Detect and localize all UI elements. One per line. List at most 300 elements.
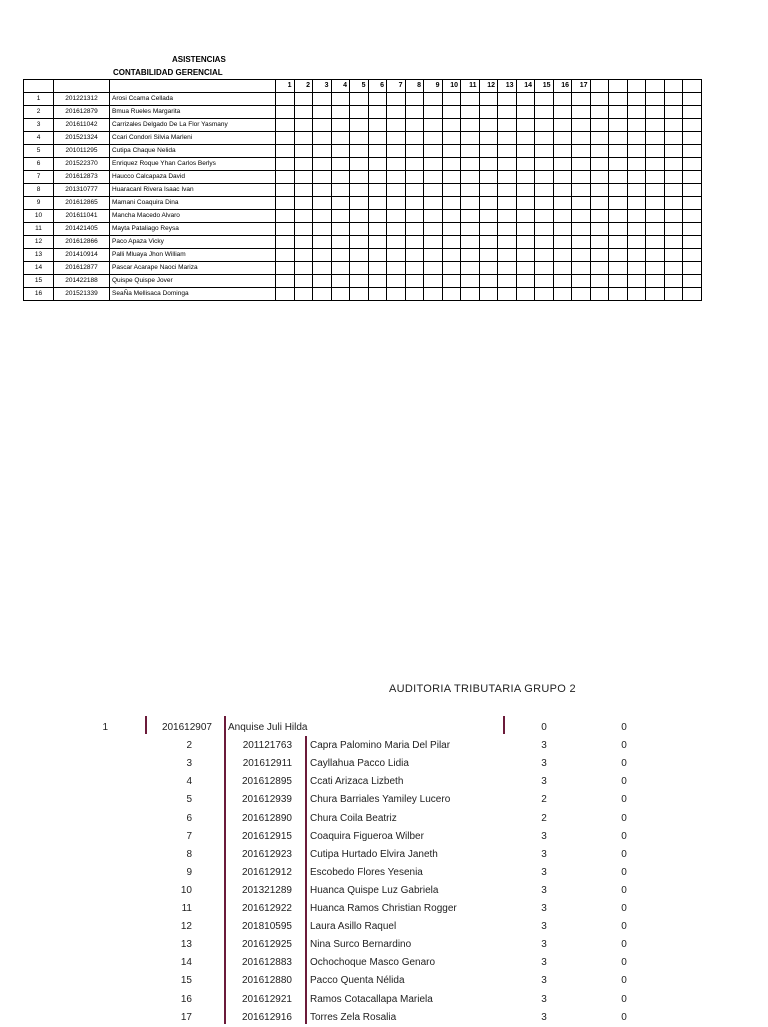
list-item bbox=[0, 755, 768, 773]
attendance-cell bbox=[331, 236, 350, 249]
attendance-cell bbox=[590, 106, 609, 119]
table-row bbox=[24, 210, 702, 223]
attendance-cell bbox=[294, 158, 313, 171]
attendance-cell bbox=[516, 275, 535, 288]
attendance-cell bbox=[572, 262, 591, 275]
attendance-cell bbox=[405, 197, 424, 210]
attendance-cell bbox=[664, 106, 683, 119]
attendance-cell bbox=[313, 197, 332, 210]
attendance-cell bbox=[553, 197, 572, 210]
row-number: 4 bbox=[24, 132, 54, 145]
attendance-cell bbox=[498, 275, 517, 288]
student-name: Huaracanl Rivera Isaac Ivan bbox=[110, 184, 276, 197]
attendance-cell bbox=[646, 119, 665, 132]
attendance-title: ASISTENCIAS bbox=[172, 55, 226, 64]
attendance-cell bbox=[590, 132, 609, 145]
session-header: 4 bbox=[331, 80, 350, 93]
attendance-cell bbox=[313, 184, 332, 197]
attendance-cell bbox=[572, 288, 591, 301]
session-header: 1 bbox=[276, 80, 295, 93]
attendance-cell bbox=[479, 249, 498, 262]
attendance-cell bbox=[405, 158, 424, 171]
attendance-cell bbox=[646, 106, 665, 119]
student-name: Pacco Quenta Nélida bbox=[310, 975, 405, 987]
attendance-cell bbox=[664, 184, 683, 197]
attendance-cell bbox=[313, 158, 332, 171]
row-number: 11 bbox=[181, 903, 192, 914]
student-code: 201612866 bbox=[54, 236, 110, 249]
student-name: Paco Apaza Vicky bbox=[110, 236, 276, 249]
attendance-cell bbox=[479, 145, 498, 158]
attendance-cell bbox=[664, 262, 683, 275]
attendance-cell bbox=[461, 223, 480, 236]
row-number: 9 bbox=[24, 197, 54, 210]
score-1: 3 bbox=[541, 776, 547, 788]
score-2: 0 bbox=[621, 794, 627, 806]
attendance-cell bbox=[276, 249, 295, 262]
attendance-cell bbox=[572, 106, 591, 119]
student-code: 201612912 bbox=[241, 866, 292, 878]
student-code: 201810595 bbox=[241, 921, 292, 933]
row-number: 4 bbox=[186, 776, 192, 788]
score-1: 2 bbox=[541, 794, 547, 806]
attendance-cell bbox=[553, 210, 572, 223]
attendance-cell bbox=[461, 119, 480, 132]
student-code: 201221312 bbox=[54, 93, 110, 106]
header-cell bbox=[590, 80, 609, 93]
table-row bbox=[24, 132, 702, 145]
attendance-cell bbox=[350, 223, 369, 236]
session-header: 10 bbox=[442, 80, 461, 93]
attendance-cell bbox=[461, 197, 480, 210]
student-code: 201612879 bbox=[54, 106, 110, 119]
session-header: 2 bbox=[294, 80, 313, 93]
row-number: 15 bbox=[180, 975, 192, 987]
attendance-cell bbox=[461, 249, 480, 262]
attendance-cell bbox=[387, 223, 406, 236]
student-code: 201612880 bbox=[241, 975, 292, 987]
attendance-cell bbox=[572, 236, 591, 249]
session-header: 13 bbox=[498, 80, 517, 93]
attendance-cell bbox=[294, 249, 313, 262]
attendance-cell bbox=[442, 119, 461, 132]
column-divider bbox=[145, 716, 147, 734]
student-name: Anquise Juli Hilda bbox=[228, 722, 308, 733]
attendance-cell bbox=[405, 275, 424, 288]
attendance-cell bbox=[442, 223, 461, 236]
attendance-cell bbox=[572, 93, 591, 106]
attendance-cell bbox=[405, 210, 424, 223]
attendance-cell bbox=[350, 119, 369, 132]
student-code: 201611041 bbox=[54, 210, 110, 223]
attendance-cell bbox=[664, 249, 683, 262]
attendance-cell bbox=[313, 223, 332, 236]
attendance-cell bbox=[442, 249, 461, 262]
attendance-cell bbox=[646, 288, 665, 301]
attendance-cell bbox=[646, 158, 665, 171]
attendance-cell bbox=[350, 197, 369, 210]
student-code: 201011295 bbox=[54, 145, 110, 158]
attendance-cell bbox=[664, 236, 683, 249]
score-2: 0 bbox=[621, 848, 627, 860]
attendance-cell bbox=[479, 288, 498, 301]
attendance-cell bbox=[498, 145, 517, 158]
table-header-row bbox=[24, 80, 702, 93]
attendance-cell bbox=[535, 236, 554, 249]
student-name: Huanca Ramos Christian Rogger bbox=[310, 903, 457, 914]
list-item bbox=[0, 773, 768, 791]
table-row bbox=[24, 106, 702, 119]
attendance-cell bbox=[331, 184, 350, 197]
student-name: Coaquira Figueroa Wilber bbox=[310, 830, 424, 842]
table-row bbox=[24, 197, 702, 210]
attendance-cell bbox=[664, 223, 683, 236]
attendance-cell bbox=[461, 93, 480, 106]
attendance-cell bbox=[609, 132, 628, 145]
score-1: 2 bbox=[541, 812, 547, 824]
attendance-cell bbox=[276, 288, 295, 301]
attendance-cell bbox=[331, 158, 350, 171]
list-item bbox=[0, 918, 768, 936]
attendance-cell bbox=[313, 171, 332, 184]
student-name: Cutipa Chaque Nelida bbox=[110, 145, 276, 158]
student-name: SeaÑa Mellisaca Dominga bbox=[110, 288, 276, 301]
header-cell bbox=[54, 80, 110, 93]
column-divider bbox=[305, 736, 307, 1024]
student-name: Chura Coila Beatriz bbox=[310, 812, 397, 824]
attendance-cell bbox=[498, 210, 517, 223]
attendance-cell bbox=[461, 145, 480, 158]
attendance-cell bbox=[331, 132, 350, 145]
attendance-cell bbox=[350, 171, 369, 184]
attendance-cell bbox=[405, 249, 424, 262]
score-1: 3 bbox=[541, 1011, 547, 1023]
attendance-cell bbox=[590, 158, 609, 171]
attendance-cell bbox=[313, 249, 332, 262]
student-name: Cutipa Hurtado Elvira Janeth bbox=[310, 848, 438, 860]
attendance-cell bbox=[646, 249, 665, 262]
attendance-cell bbox=[535, 262, 554, 275]
score-1: 3 bbox=[541, 993, 547, 1005]
attendance-cell bbox=[276, 236, 295, 249]
attendance-cell bbox=[424, 145, 443, 158]
attendance-cell bbox=[350, 262, 369, 275]
attendance-cell bbox=[461, 184, 480, 197]
attendance-cell bbox=[516, 184, 535, 197]
attendance-cell bbox=[535, 106, 554, 119]
score-2: 0 bbox=[621, 1011, 627, 1023]
attendance-cell bbox=[387, 106, 406, 119]
student-name: Capra Palomino Maria Del Pilar bbox=[310, 740, 451, 752]
row-number: 12 bbox=[180, 921, 192, 933]
attendance-cell bbox=[627, 106, 646, 119]
attendance-cell bbox=[350, 106, 369, 119]
table-row bbox=[24, 262, 702, 275]
attendance-cell bbox=[313, 145, 332, 158]
attendance-cell bbox=[683, 119, 702, 132]
score-1: 3 bbox=[541, 848, 547, 860]
attendance-cell bbox=[387, 275, 406, 288]
attendance-cell bbox=[683, 223, 702, 236]
attendance-cell bbox=[313, 288, 332, 301]
session-header: 5 bbox=[350, 80, 369, 93]
attendance-cell bbox=[276, 119, 295, 132]
attendance-cell bbox=[627, 119, 646, 132]
attendance-cell bbox=[276, 262, 295, 275]
attendance-cell bbox=[368, 119, 387, 132]
attendance-cell bbox=[350, 249, 369, 262]
score-2: 0 bbox=[621, 957, 627, 969]
column-divider bbox=[224, 716, 226, 1024]
attendance-cell bbox=[294, 145, 313, 158]
session-header: 17 bbox=[572, 80, 591, 93]
attendance-cell bbox=[553, 184, 572, 197]
attendance-cell bbox=[664, 210, 683, 223]
attendance-cell bbox=[516, 145, 535, 158]
student-code: 201612916 bbox=[241, 1011, 292, 1023]
student-name: Laura Asillo Raquel bbox=[310, 921, 397, 933]
attendance-cell bbox=[627, 197, 646, 210]
list-item bbox=[0, 954, 768, 972]
attendance-cell bbox=[498, 262, 517, 275]
student-name: Huanca Quispe Luz Gabriela bbox=[310, 884, 439, 896]
table-row bbox=[24, 236, 702, 249]
attendance-cell bbox=[664, 145, 683, 158]
attendance-cell bbox=[405, 184, 424, 197]
attendance-cell bbox=[683, 93, 702, 106]
attendance-cell bbox=[590, 145, 609, 158]
attendance-cell bbox=[553, 93, 572, 106]
attendance-cell bbox=[368, 236, 387, 249]
list-item bbox=[0, 719, 768, 737]
attendance-cell bbox=[535, 93, 554, 106]
row-number: 7 bbox=[186, 830, 192, 842]
attendance-cell bbox=[479, 106, 498, 119]
session-header: 6 bbox=[368, 80, 387, 93]
attendance-cell bbox=[424, 197, 443, 210]
attendance-cell bbox=[331, 197, 350, 210]
student-name: Enriquez Roque Yhan Carlos Berlys bbox=[110, 158, 276, 171]
attendance-cell bbox=[553, 106, 572, 119]
row-number: 5 bbox=[24, 145, 54, 158]
attendance-cell bbox=[683, 106, 702, 119]
row-number: 3 bbox=[24, 119, 54, 132]
session-header: 9 bbox=[424, 80, 443, 93]
attendance-cell bbox=[442, 171, 461, 184]
attendance-cell bbox=[331, 106, 350, 119]
attendance-cell bbox=[350, 275, 369, 288]
attendance-cell bbox=[683, 275, 702, 288]
attendance-cell bbox=[609, 184, 628, 197]
table-row bbox=[24, 288, 702, 301]
attendance-cell bbox=[646, 132, 665, 145]
attendance-cell bbox=[683, 145, 702, 158]
student-name: Carrizales Delgado De La Flor Yasmany bbox=[110, 119, 276, 132]
student-name: Chura Barriales Yamiley Lucero bbox=[310, 794, 451, 806]
row-number: 16 bbox=[180, 993, 192, 1005]
table-row bbox=[24, 145, 702, 158]
attendance-cell bbox=[572, 197, 591, 210]
attendance-cell bbox=[535, 184, 554, 197]
attendance-cell bbox=[664, 171, 683, 184]
attendance-cell bbox=[590, 223, 609, 236]
attendance-cell bbox=[609, 106, 628, 119]
attendance-cell bbox=[627, 275, 646, 288]
attendance-cell bbox=[516, 119, 535, 132]
attendance-cell bbox=[442, 236, 461, 249]
attendance-cell bbox=[294, 223, 313, 236]
student-code: 201612865 bbox=[54, 197, 110, 210]
attendance-cell bbox=[442, 275, 461, 288]
attendance-cell bbox=[498, 197, 517, 210]
attendance-cell bbox=[535, 171, 554, 184]
attendance-cell bbox=[498, 119, 517, 132]
attendance-cell bbox=[276, 197, 295, 210]
attendance-cell bbox=[683, 210, 702, 223]
attendance-cell bbox=[313, 236, 332, 249]
attendance-cell bbox=[461, 236, 480, 249]
attendance-cell bbox=[442, 210, 461, 223]
attendance-cell bbox=[479, 158, 498, 171]
attendance-cell bbox=[479, 93, 498, 106]
attendance-cell bbox=[553, 262, 572, 275]
header-cell bbox=[683, 80, 702, 93]
row-number: 1 bbox=[24, 93, 54, 106]
attendance-cell bbox=[350, 145, 369, 158]
attendance-cell bbox=[461, 275, 480, 288]
attendance-cell bbox=[331, 210, 350, 223]
score-2: 0 bbox=[621, 776, 627, 788]
student-code: 201422188 bbox=[54, 275, 110, 288]
student-name: Ccati Arizaca Lizbeth bbox=[310, 776, 404, 788]
attendance-cell bbox=[461, 158, 480, 171]
attendance-cell bbox=[424, 106, 443, 119]
attendance-cell bbox=[609, 288, 628, 301]
attendance-cell bbox=[442, 132, 461, 145]
attendance-cell bbox=[646, 210, 665, 223]
attendance-cell bbox=[276, 275, 295, 288]
attendance-cell bbox=[553, 171, 572, 184]
attendance-cell bbox=[387, 145, 406, 158]
student-name: Ochochoque Masco Genaro bbox=[310, 957, 436, 969]
student-code: 201310777 bbox=[54, 184, 110, 197]
attendance-cell bbox=[294, 262, 313, 275]
attendance-cell bbox=[646, 262, 665, 275]
attendance-cell bbox=[424, 158, 443, 171]
student-code: 201521324 bbox=[54, 132, 110, 145]
attendance-cell bbox=[498, 236, 517, 249]
attendance-cell bbox=[313, 210, 332, 223]
attendance-cell bbox=[368, 171, 387, 184]
attendance-cell bbox=[313, 262, 332, 275]
attendance-cell bbox=[646, 184, 665, 197]
attendance-cell bbox=[331, 171, 350, 184]
attendance-cell bbox=[461, 132, 480, 145]
attendance-cell bbox=[405, 236, 424, 249]
student-code: 201522370 bbox=[54, 158, 110, 171]
attendance-cell bbox=[683, 158, 702, 171]
attendance-cell bbox=[572, 132, 591, 145]
score-2: 0 bbox=[621, 939, 627, 951]
list-item bbox=[0, 810, 768, 828]
session-header: 7 bbox=[387, 80, 406, 93]
score-2: 0 bbox=[621, 921, 627, 933]
attendance-cell bbox=[609, 223, 628, 236]
attendance-cell bbox=[553, 223, 572, 236]
table-row bbox=[24, 93, 702, 106]
attendance-cell bbox=[368, 249, 387, 262]
attendance-cell bbox=[387, 262, 406, 275]
attendance-cell bbox=[442, 288, 461, 301]
student-code: 201612877 bbox=[54, 262, 110, 275]
attendance-cell bbox=[535, 132, 554, 145]
attendance-cell bbox=[442, 145, 461, 158]
student-name: Quispe Quispe Jover bbox=[110, 275, 276, 288]
score-2: 0 bbox=[621, 993, 627, 1005]
row-number: 8 bbox=[24, 184, 54, 197]
attendance-cell bbox=[498, 249, 517, 262]
attendance-cell bbox=[609, 236, 628, 249]
attendance-cell bbox=[553, 288, 572, 301]
student-code: 201612923 bbox=[241, 848, 292, 860]
student-name: Ccari Condori Silvia Marleni bbox=[110, 132, 276, 145]
score-1: 3 bbox=[541, 975, 547, 987]
attendance-cell bbox=[535, 210, 554, 223]
attendance-cell bbox=[627, 145, 646, 158]
attendance-cell bbox=[294, 171, 313, 184]
header-cell bbox=[664, 80, 683, 93]
attendance-cell bbox=[479, 262, 498, 275]
attendance-cell bbox=[331, 262, 350, 275]
score-2: 0 bbox=[621, 758, 627, 770]
attendance-cell bbox=[516, 171, 535, 184]
attendance-cell bbox=[609, 93, 628, 106]
row-number: 15 bbox=[24, 275, 54, 288]
attendance-cell bbox=[350, 236, 369, 249]
attendance-cell bbox=[368, 158, 387, 171]
attendance-cell bbox=[424, 119, 443, 132]
attendance-cell bbox=[627, 132, 646, 145]
attendance-cell bbox=[664, 93, 683, 106]
row-number: 14 bbox=[24, 262, 54, 275]
attendance-cell bbox=[387, 210, 406, 223]
attendance-cell bbox=[553, 275, 572, 288]
attendance-cell bbox=[609, 171, 628, 184]
attendance-cell bbox=[424, 288, 443, 301]
attendance-cell bbox=[294, 119, 313, 132]
score-1: 3 bbox=[541, 921, 547, 933]
student-code: 201611042 bbox=[54, 119, 110, 132]
attendance-cell bbox=[276, 171, 295, 184]
attendance-cell bbox=[609, 249, 628, 262]
list-item bbox=[0, 900, 768, 918]
row-number: 13 bbox=[24, 249, 54, 262]
attendance-cell bbox=[516, 132, 535, 145]
score-2: 0 bbox=[621, 722, 627, 733]
attendance-cell bbox=[424, 236, 443, 249]
attendance-cell bbox=[331, 93, 350, 106]
attendance-cell bbox=[313, 93, 332, 106]
attendance-cell bbox=[442, 93, 461, 106]
attendance-cell bbox=[424, 275, 443, 288]
attendance-cell bbox=[368, 223, 387, 236]
attendance-cell bbox=[646, 275, 665, 288]
attendance-cell bbox=[590, 249, 609, 262]
score-2: 0 bbox=[621, 866, 627, 878]
attendance-cell bbox=[535, 145, 554, 158]
student-name: Mayta Pataliago Reysa bbox=[110, 223, 276, 236]
attendance-cell bbox=[424, 93, 443, 106]
